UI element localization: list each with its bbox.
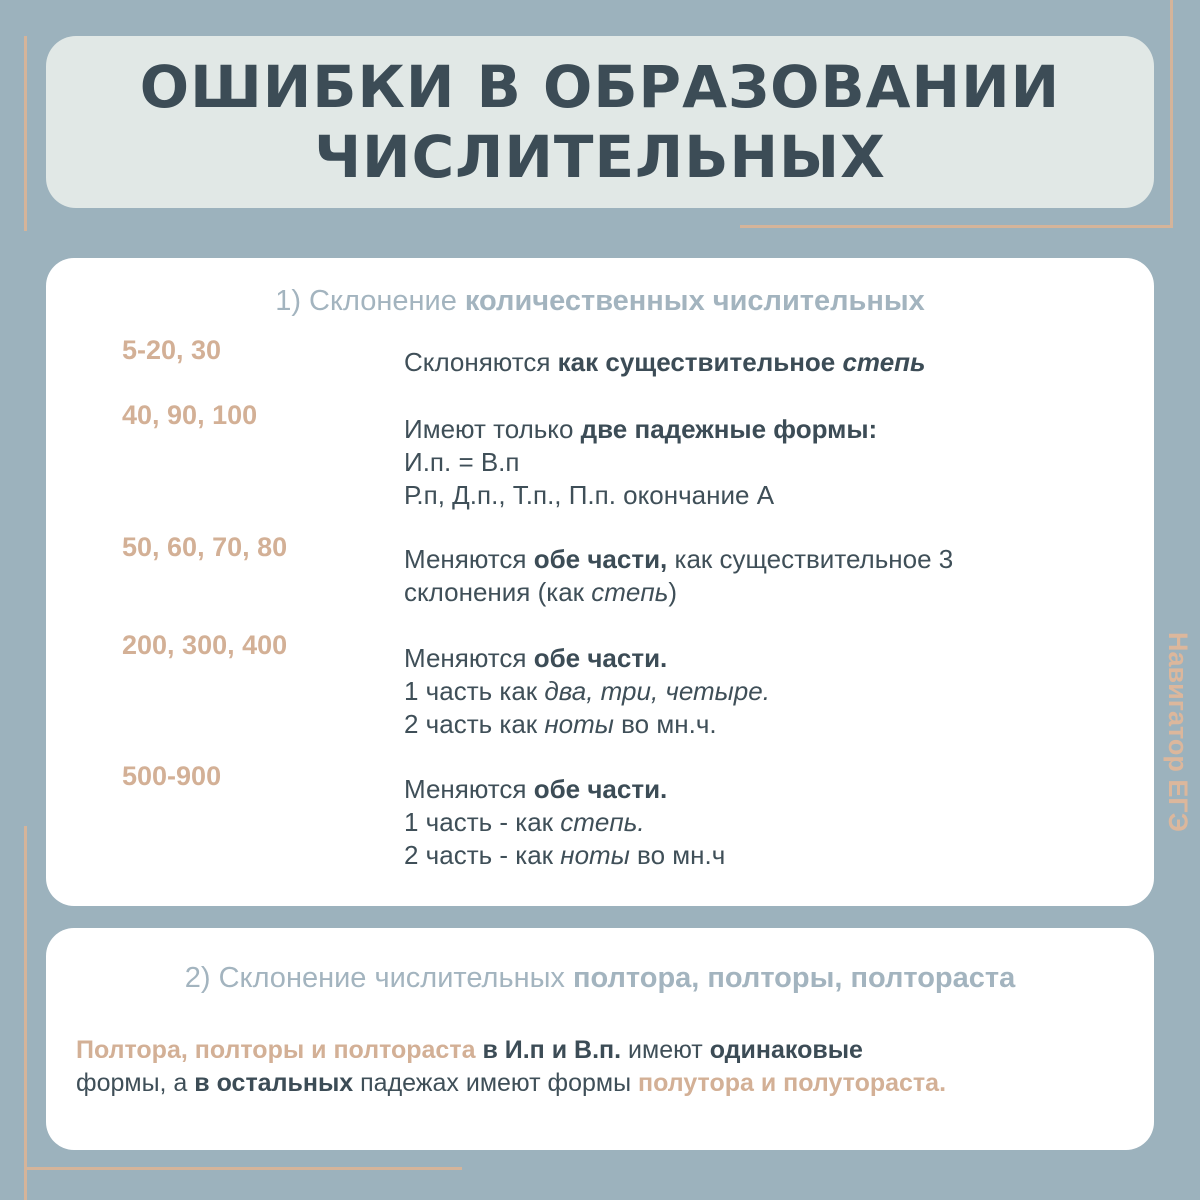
rule-line [404,446,1104,479]
rule-segment: Меняются [404,774,534,804]
rule-segment: степь. [560,807,645,837]
section2-heading [46,962,1154,995]
rule-segment: две падежные формы: [580,414,878,444]
title-line-1: ОШИБКИ В ОБРАЗОВАНИИ [139,53,1061,121]
decor-line-left-bottom [24,826,27,1200]
section2-card [46,928,1154,1150]
watermark-text: Навигатор ЕГЭ [1163,632,1193,832]
rule-emphasis: степь [842,347,926,377]
numeral-rule [404,773,1104,872]
title-card [46,36,1154,208]
numeral-range: 500-900 [122,761,222,791]
rule-segment: склонения (как [404,577,592,607]
rule-segment: во мн.ч [629,840,726,870]
rule-line [404,839,1104,872]
section1-heading [46,285,1154,318]
rule-segment: Меняются [404,643,534,673]
numeral-range: 200, 300, 400 [122,630,288,660]
section2-heading-bold: полтора, полторы, полтораста [572,962,1016,994]
rule-segment: 1 часть - как [404,807,561,837]
rule-segment: И.п. = В.п [404,447,520,477]
rule-line [404,543,1104,576]
decor-line-right-horizontal [740,225,1173,228]
numeral-rule [404,346,1104,379]
rule-line [404,708,1104,741]
rule-segment: обе части, [533,544,668,574]
rule-line [404,346,1104,379]
rule-line [404,773,1104,806]
rule-segment: Р.п, Д.п., Т.п., П.п. окончание А [404,480,775,510]
rule-segment: два, три, четыре. [544,676,770,706]
rule-line [404,413,1104,446]
section1-heading-bold: количественных числительных [464,285,925,317]
rule-segment: Меняются [404,544,534,574]
rule-segment: во мн.ч. [613,709,717,739]
plain-text: падежах имеют формы [353,1069,639,1097]
peach-phrase: Полтора, полторы и полтораста [76,1036,476,1064]
plain-text: формы, а [76,1069,195,1097]
rule-line [404,806,1104,839]
numeral-rule [404,642,1104,741]
bold-phrase: одинаковые [709,1036,863,1064]
rule-segment: ноты [544,709,614,739]
rule-segment: Имеют только [404,414,581,444]
section2-heading-plain: 2) Склонение числительных [184,962,573,994]
rule-line [404,675,1104,708]
decor-line-bottom-horizontal [24,1167,462,1170]
rule-segment: ноты [560,840,630,870]
bold-phrase: в И.п и В.п. [475,1036,622,1064]
numeral-range: 5-20, 30 [122,335,222,365]
numeral-range: 50, 60, 70, 80 [122,532,288,562]
rule-segment: степь [591,577,669,607]
section1-card [46,258,1154,906]
section1-heading-plain: 1) Склонение [275,285,465,317]
rule-segment: 2 часть - как [404,840,561,870]
rule-segment: обе части. [533,643,668,673]
section2-paragraph [76,1034,1136,1100]
rule-segment: 1 часть как [404,676,545,706]
rule-segment: как существительное 3 [667,544,954,574]
title-line-2: ЧИСЛИТЕЛЬНЫХ [314,123,886,191]
plain-text: имеют [621,1036,710,1064]
numeral-range: 40, 90, 100 [122,400,258,430]
numeral-rule [404,543,1104,609]
rule-line [404,642,1104,675]
rule-segment: обе части. [533,774,668,804]
numeral-rule [404,413,1104,512]
rule-segment: как существительное [557,347,843,377]
rule-line [404,479,1104,512]
decor-line-right-top [1170,0,1173,228]
bold-phrase: в остальных [194,1069,354,1097]
rule-segment: Склоняются [404,347,558,377]
rule-line [404,576,1104,609]
peach-phrase: полутора и полутораста. [638,1069,947,1097]
decor-line-left-top [24,36,27,231]
rule-segment: 2 часть как [404,709,545,739]
rule-segment [842,347,925,377]
rule-segment: ) [668,577,678,607]
